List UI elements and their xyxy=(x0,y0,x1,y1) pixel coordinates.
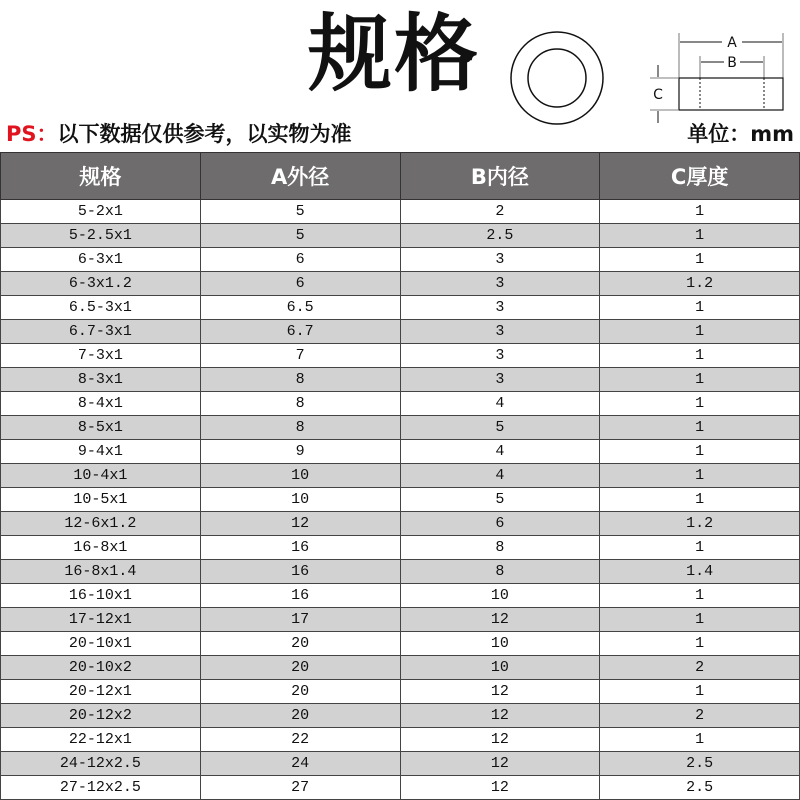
washer-top-view-icon xyxy=(507,30,607,130)
cell-spec: 22-12x1 xyxy=(1,728,201,752)
cell-outer-diameter: 20 xyxy=(200,656,400,680)
table-row xyxy=(1,224,800,248)
cell-inner-diameter: 4 xyxy=(400,464,600,488)
cell-outer-diameter: 20 xyxy=(200,680,400,704)
cell-spec: 6-3x1 xyxy=(1,248,201,272)
cell-thickness: 1 xyxy=(600,296,800,320)
cell-spec: 10-5x1 xyxy=(1,488,201,512)
table-header-row xyxy=(1,153,800,200)
cell-spec: 20-10x2 xyxy=(1,656,201,680)
cell-spec: 8-5x1 xyxy=(1,416,201,440)
cell-thickness: 1 xyxy=(600,680,800,704)
cell-outer-diameter: 27 xyxy=(200,776,400,800)
table-row xyxy=(1,296,800,320)
cell-spec: 27-12x2.5 xyxy=(1,776,201,800)
cell-spec: 16-8x1 xyxy=(1,536,201,560)
cell-outer-diameter: 20 xyxy=(200,704,400,728)
cell-spec: 12-6x1.2 xyxy=(1,512,201,536)
cell-thickness: 1 xyxy=(600,728,800,752)
table-row xyxy=(1,584,800,608)
cell-inner-diameter: 12 xyxy=(400,776,600,800)
cell-thickness: 1 xyxy=(600,344,800,368)
table-row xyxy=(1,488,800,512)
cell-spec: 6-3x1.2 xyxy=(1,272,201,296)
cell-inner-diameter: 3 xyxy=(400,344,600,368)
table-row xyxy=(1,200,800,224)
table-row xyxy=(1,344,800,368)
spec-table xyxy=(0,152,800,800)
ps-text: 以下数据仅供参考，以实物为准 xyxy=(57,122,352,146)
cell-inner-diameter: 12 xyxy=(400,728,600,752)
table-row xyxy=(1,320,800,344)
cell-thickness: 1 xyxy=(600,248,800,272)
cell-outer-diameter: 10 xyxy=(200,464,400,488)
cell-spec: 16-10x1 xyxy=(1,584,201,608)
cell-outer-diameter: 6 xyxy=(200,272,400,296)
column-header-inner-diameter: B内径 xyxy=(400,153,600,200)
cell-outer-diameter: 9 xyxy=(200,440,400,464)
dimension-c-label: C xyxy=(653,87,663,103)
cell-thickness: 2 xyxy=(600,704,800,728)
table-row xyxy=(1,680,800,704)
table-row xyxy=(1,632,800,656)
table-row xyxy=(1,728,800,752)
cell-thickness: 1 xyxy=(600,632,800,656)
column-header-outer-diameter: A外径 xyxy=(200,153,400,200)
cell-outer-diameter: 20 xyxy=(200,632,400,656)
cell-thickness: 1 xyxy=(600,416,800,440)
cell-inner-diameter: 8 xyxy=(400,536,600,560)
cell-thickness: 1 xyxy=(600,464,800,488)
cell-inner-diameter: 12 xyxy=(400,704,600,728)
cell-inner-diameter: 5 xyxy=(400,488,600,512)
cell-thickness: 1 xyxy=(600,608,800,632)
cell-outer-diameter: 22 xyxy=(200,728,400,752)
table-row xyxy=(1,416,800,440)
cell-inner-diameter: 3 xyxy=(400,272,600,296)
cell-spec: 5-2.5x1 xyxy=(1,224,201,248)
table-row xyxy=(1,704,800,728)
cell-outer-diameter: 10 xyxy=(200,488,400,512)
cell-inner-diameter: 12 xyxy=(400,752,600,776)
cell-spec: 20-12x2 xyxy=(1,704,201,728)
cell-outer-diameter: 8 xyxy=(200,392,400,416)
cell-inner-diameter: 2.5 xyxy=(400,224,600,248)
cell-inner-diameter: 8 xyxy=(400,560,600,584)
cell-inner-diameter: 5 xyxy=(400,416,600,440)
table-row xyxy=(1,656,800,680)
cell-inner-diameter: 12 xyxy=(400,680,600,704)
ps-prefix: PS： xyxy=(6,122,58,146)
cell-outer-diameter: 5 xyxy=(200,200,400,224)
cell-inner-diameter: 10 xyxy=(400,656,600,680)
table-row xyxy=(1,512,800,536)
cell-thickness: 1.2 xyxy=(600,272,800,296)
cell-thickness: 2.5 xyxy=(600,752,800,776)
unit-label: 单位：mm xyxy=(687,122,794,146)
cell-spec: 10-4x1 xyxy=(1,464,201,488)
cell-thickness: 1 xyxy=(600,392,800,416)
page-title: 规格 xyxy=(308,5,481,103)
cell-thickness: 1 xyxy=(600,368,800,392)
cell-inner-diameter: 2 xyxy=(400,200,600,224)
cell-thickness: 1 xyxy=(600,224,800,248)
cell-inner-diameter: 4 xyxy=(400,440,600,464)
cell-inner-diameter: 6 xyxy=(400,512,600,536)
cell-inner-diameter: 12 xyxy=(400,608,600,632)
cell-spec: 6.7-3x1 xyxy=(1,320,201,344)
cell-spec: 17-12x1 xyxy=(1,608,201,632)
cell-outer-diameter: 8 xyxy=(200,416,400,440)
dimension-b-label: B xyxy=(727,55,737,71)
washer-side-view-diagram xyxy=(640,28,790,128)
table-row xyxy=(1,368,800,392)
cell-inner-diameter: 3 xyxy=(400,320,600,344)
cell-spec: 24-12x2.5 xyxy=(1,752,201,776)
cell-thickness: 1.2 xyxy=(600,512,800,536)
dimension-a-label: A xyxy=(727,35,737,51)
cell-outer-diameter: 16 xyxy=(200,536,400,560)
column-header-thickness: C厚度 xyxy=(600,153,800,200)
table-row xyxy=(1,272,800,296)
table-row xyxy=(1,560,800,584)
cell-outer-diameter: 6.7 xyxy=(200,320,400,344)
cell-spec: 8-3x1 xyxy=(1,368,201,392)
cell-thickness: 1 xyxy=(600,440,800,464)
table-row xyxy=(1,392,800,416)
cell-thickness: 1 xyxy=(600,200,800,224)
cell-outer-diameter: 6 xyxy=(200,248,400,272)
cell-spec: 20-10x1 xyxy=(1,632,201,656)
cell-outer-diameter: 5 xyxy=(200,224,400,248)
cell-outer-diameter: 16 xyxy=(200,560,400,584)
column-header-spec: 规格 xyxy=(1,153,201,200)
table-row xyxy=(1,248,800,272)
table-row xyxy=(1,536,800,560)
cell-outer-diameter: 24 xyxy=(200,752,400,776)
cell-thickness: 1 xyxy=(600,320,800,344)
cell-outer-diameter: 12 xyxy=(200,512,400,536)
cell-inner-diameter: 3 xyxy=(400,248,600,272)
cell-thickness: 1 xyxy=(600,584,800,608)
disclaimer xyxy=(6,118,352,148)
table-row xyxy=(1,776,800,800)
cell-outer-diameter: 17 xyxy=(200,608,400,632)
cell-outer-diameter: 6.5 xyxy=(200,296,400,320)
cell-inner-diameter: 10 xyxy=(400,584,600,608)
table-row xyxy=(1,752,800,776)
cell-outer-diameter: 16 xyxy=(200,584,400,608)
cell-spec: 20-12x1 xyxy=(1,680,201,704)
table-row xyxy=(1,464,800,488)
cell-thickness: 2.5 xyxy=(600,776,800,800)
table-row xyxy=(1,440,800,464)
cell-spec: 5-2x1 xyxy=(1,200,201,224)
cell-thickness: 1 xyxy=(600,536,800,560)
cell-spec: 16-8x1.4 xyxy=(1,560,201,584)
cell-inner-diameter: 3 xyxy=(400,368,600,392)
cell-inner-diameter: 3 xyxy=(400,296,600,320)
cell-inner-diameter: 10 xyxy=(400,632,600,656)
cell-outer-diameter: 8 xyxy=(200,368,400,392)
cell-thickness: 2 xyxy=(600,656,800,680)
cell-spec: 7-3x1 xyxy=(1,344,201,368)
cell-thickness: 1 xyxy=(600,488,800,512)
cell-thickness: 1.4 xyxy=(600,560,800,584)
cell-spec: 6.5-3x1 xyxy=(1,296,201,320)
cell-inner-diameter: 4 xyxy=(400,392,600,416)
cell-spec: 8-4x1 xyxy=(1,392,201,416)
table-row xyxy=(1,608,800,632)
cell-outer-diameter: 7 xyxy=(200,344,400,368)
cell-spec: 9-4x1 xyxy=(1,440,201,464)
